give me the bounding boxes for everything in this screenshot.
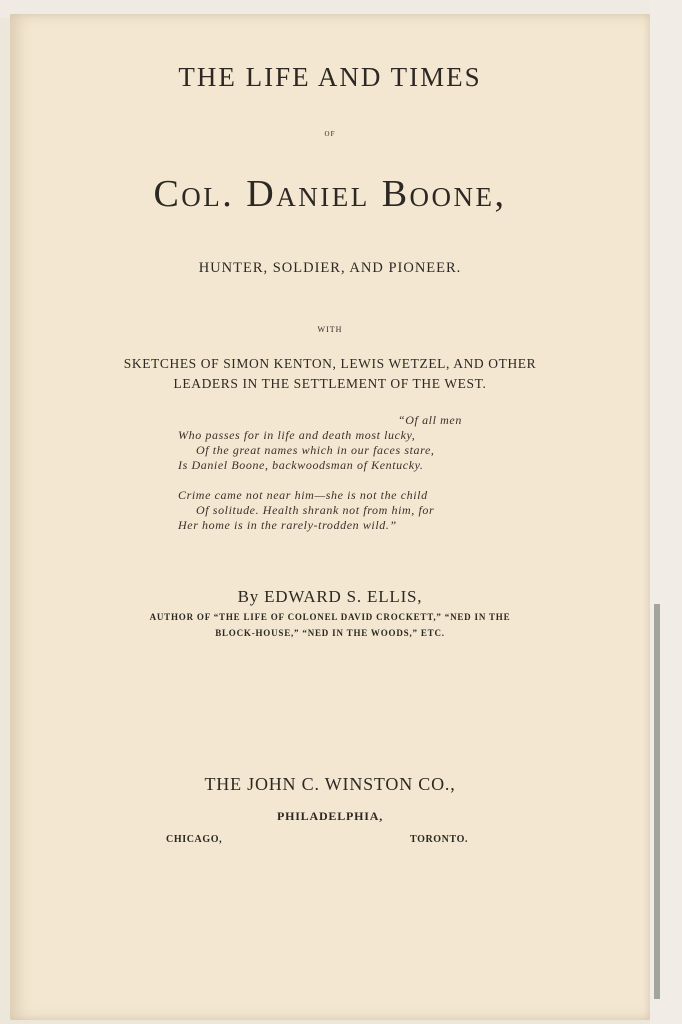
sketches-line2: LEADERS IN THE SETTLEMENT OF THE WEST. <box>173 376 487 391</box>
poem-line: Crime came not near him—she is not the child <box>178 488 428 502</box>
with-label: WITH <box>317 325 343 334</box>
publisher-city: PHILADELPHIA, <box>276 809 384 823</box>
title-of: OF <box>324 130 336 138</box>
publisher-name: THE JOHN C. WINSTON CO., <box>204 774 456 794</box>
book-title-line2: Col. Daniel Boone, <box>153 173 507 215</box>
page-edge-shadow <box>654 604 660 999</box>
poem-line: Of the great names which in our faces stare, <box>196 443 435 457</box>
poem-line: Her home is in the rarely-trodden wild.” <box>178 518 397 532</box>
sketches-line1: SKETCHES OF SIMON KENTON, LEWIS WETZEL, AND OTHER <box>123 356 537 371</box>
book-title-line1: THE LIFE AND TIMES <box>178 62 482 92</box>
publisher-city-right: TORONTO. <box>410 834 469 845</box>
author-note-line1: AUTHOR OF “THE LIFE OF COLONEL DAVID CROCKETT,” “NED IN THE <box>149 612 511 622</box>
book-subtitle: HUNTER, SOLDIER, AND PIONEER. <box>198 260 462 276</box>
poem-line: Is Daniel Boone, backwoodsman of Kentucky. <box>178 458 424 472</box>
poem-line: Of solitude. Health shrank not from him, for <box>196 503 435 517</box>
author-note-line2: BLOCK-HOUSE,” “NED IN THE WOODS,” ETC. <box>215 628 445 638</box>
publisher-city-left: CHICAGO, <box>166 834 223 845</box>
author-byline: By EDWARD S. ELLIS, <box>237 587 423 606</box>
poem-line: “Of all men <box>398 413 462 427</box>
title-page <box>10 14 650 1020</box>
poem-line: Who passes for in life and death most lucky, <box>178 428 416 442</box>
